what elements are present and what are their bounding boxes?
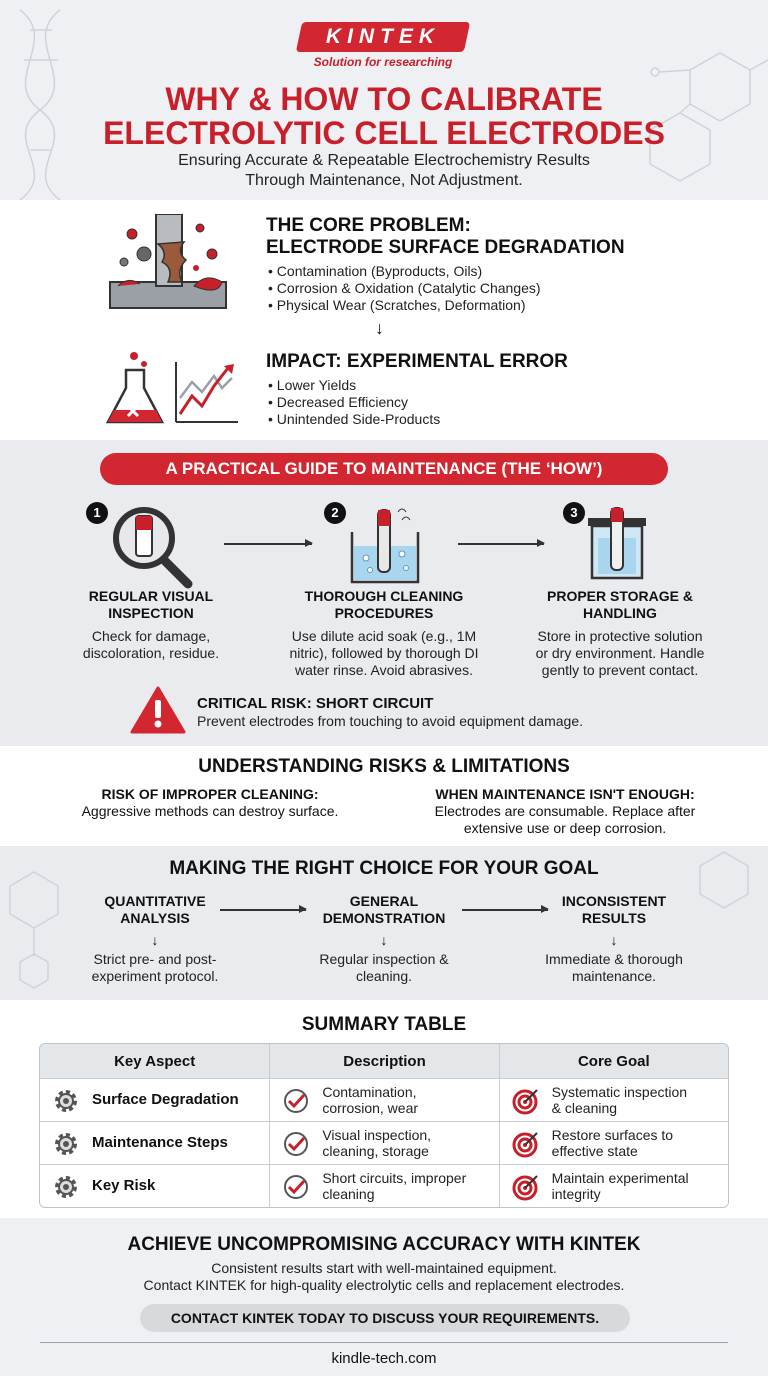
target-icon (512, 1130, 540, 1158)
table-header-row (40, 1044, 728, 1078)
footer-text: Consistent results start with well-maintained equipment. Contact KINTEK for high-quality electrolytic cells and replacement electrodes. (143, 1260, 625, 1293)
step-title: PROPER STORAGE & HANDLING (547, 588, 693, 621)
list-item: • Physical Wear (Scratches, Deformation) (268, 297, 541, 314)
warning-icon (130, 686, 186, 734)
decline-chart-icon (172, 358, 240, 426)
down-arrow-icon: ↓ (151, 932, 159, 948)
column-header: Description (269, 1044, 498, 1078)
beaker-cleaning-icon (344, 502, 426, 592)
improper-cleaning-block: RISK OF IMPROPER CLEANING: Aggressive methods can destroy surface. (81, 786, 339, 819)
divider (40, 1342, 728, 1343)
goal-heading: MAKING THE RIGHT CHOICE FOR YOUR GOAL (169, 858, 599, 879)
table-cell: Surface Degradation (92, 1091, 239, 1108)
summary-heading: SUMMARY TABLE (301, 1014, 467, 1035)
replacement-block: WHEN MAINTENANCE ISN'T ENOUGH: Electrodes are consumable. Replace after extensive use or deep corrosion. (434, 786, 696, 836)
step-number-badge: 2 (324, 502, 346, 524)
table-row (40, 1121, 728, 1164)
table-cell: Contamination, corrosion, wear (322, 1084, 419, 1116)
risks-section (0, 746, 768, 846)
table-cell: Systematic inspection & cleaning (551, 1084, 688, 1116)
gear-icon (52, 1173, 80, 1201)
goal-inconsistent: INCONSISTENT RESULTS ↓ Immediate & thorough maintenance. (514, 893, 714, 985)
storage-container-icon (584, 502, 650, 580)
logo-tagline: Solution for researching (313, 55, 453, 69)
failed-flask-icon (104, 350, 166, 430)
down-arrow-icon: ↓ (610, 932, 618, 948)
table-cell: Visual inspection, cleaning, storage (322, 1127, 432, 1159)
magnifier-electrode-icon (106, 502, 196, 592)
contact-cta-button[interactable]: CONTACT KINTEK TODAY TO DISCUSS YOUR REQUIREMENTS. (140, 1304, 630, 1332)
gear-icon (52, 1130, 80, 1158)
goal-quantitative: QUANTITATIVE ANALYSIS ↓ Strict pre- and post- experiment protocol. (55, 893, 255, 985)
step-description: Use dilute acid soak (e.g., 1M nitric), followed by thorough DI water rinse. Avoid abrasives. (289, 628, 479, 678)
summary-section (0, 1000, 768, 1218)
goal-section (0, 846, 768, 1000)
summary-table (39, 1043, 729, 1208)
step-title: REGULAR VISUAL INSPECTION (88, 588, 214, 621)
impact-heading: IMPACT: EXPERIMENTAL ERROR (266, 351, 568, 372)
critical-risk-title: CRITICAL RISK: SHORT CIRCUIT (197, 695, 434, 712)
table-cell: Short circuits, improper cleaning (322, 1170, 467, 1202)
step-description: Check for damage, discoloration, residue. (82, 628, 220, 661)
goal-demonstration: GENERAL DEMONSTRATION ↓ Regular inspection & cleaning. (284, 893, 484, 985)
logo: KINTEK (325, 25, 441, 48)
page-title: WHY & HOW TO CALIBRATE ELECTROLYTIC CELL ELECTRODES (103, 81, 665, 151)
footer-section (0, 1218, 768, 1376)
footer-heading: ACHIEVE UNCOMPROMISING ACCURACY WITH KINTEK (127, 1234, 641, 1255)
table-cell: Key Risk (92, 1177, 156, 1194)
table-cell: Maintenance Steps (92, 1134, 228, 1151)
page-subtitle: Ensuring Accurate & Repeatable Electrochemistry Results Through Maintenance, Not Adjustment. (178, 152, 590, 189)
guide-banner: A PRACTICAL GUIDE TO MAINTENANCE (THE ‘HOW’) (100, 453, 668, 485)
core-problem-heading: THE CORE PROBLEM: ELECTRODE SURFACE DEGRADATION (266, 215, 625, 258)
maintenance-guide-section (0, 440, 768, 746)
check-icon (282, 1173, 310, 1201)
degraded-electrode-icon (104, 214, 234, 314)
risks-heading: UNDERSTANDING RISKS & LIMITATIONS (198, 756, 570, 777)
list-item: • Decreased Efficiency (268, 394, 440, 411)
step-number-badge: 1 (86, 502, 108, 524)
header (0, 0, 768, 200)
step-description: Store in protective solution or dry environment. Handle gently to prevent contact. (535, 628, 705, 678)
column-header: Core Goal (499, 1044, 728, 1078)
step-title: THOROUGH CLEANING PROCEDURES (304, 588, 464, 621)
target-icon (512, 1173, 540, 1201)
critical-risk-description: Prevent electrodes from touching to avoid equipment damage. (197, 713, 584, 729)
down-arrow-icon: ↓ (375, 318, 384, 338)
down-arrow-icon: ↓ (380, 932, 388, 948)
website-link[interactable]: kindle-tech.com (331, 1350, 437, 1367)
table-cell: Maintain experimental integrity (551, 1170, 689, 1202)
table-row (40, 1164, 728, 1207)
problem-bullet-list (268, 263, 541, 314)
flow-arrow-icon (224, 543, 312, 545)
column-header: Key Aspect (114, 1052, 196, 1070)
step-number-badge: 3 (563, 502, 585, 524)
flow-arrow-icon (458, 543, 544, 545)
check-icon (282, 1087, 310, 1115)
list-item: • Lower Yields (268, 377, 440, 394)
target-icon (512, 1087, 540, 1115)
list-item: • Unintended Side-Products (268, 411, 440, 428)
gear-icon (52, 1087, 80, 1115)
check-icon (282, 1130, 310, 1158)
list-item: • Corrosion & Oxidation (Catalytic Changes) (268, 280, 541, 297)
impact-bullet-list (268, 377, 440, 428)
list-item: • Contamination (Byproducts, Oils) (268, 263, 541, 280)
table-row (40, 1078, 728, 1121)
table-cell: Restore surfaces to effective state (551, 1127, 674, 1159)
core-problem-section (0, 200, 768, 440)
